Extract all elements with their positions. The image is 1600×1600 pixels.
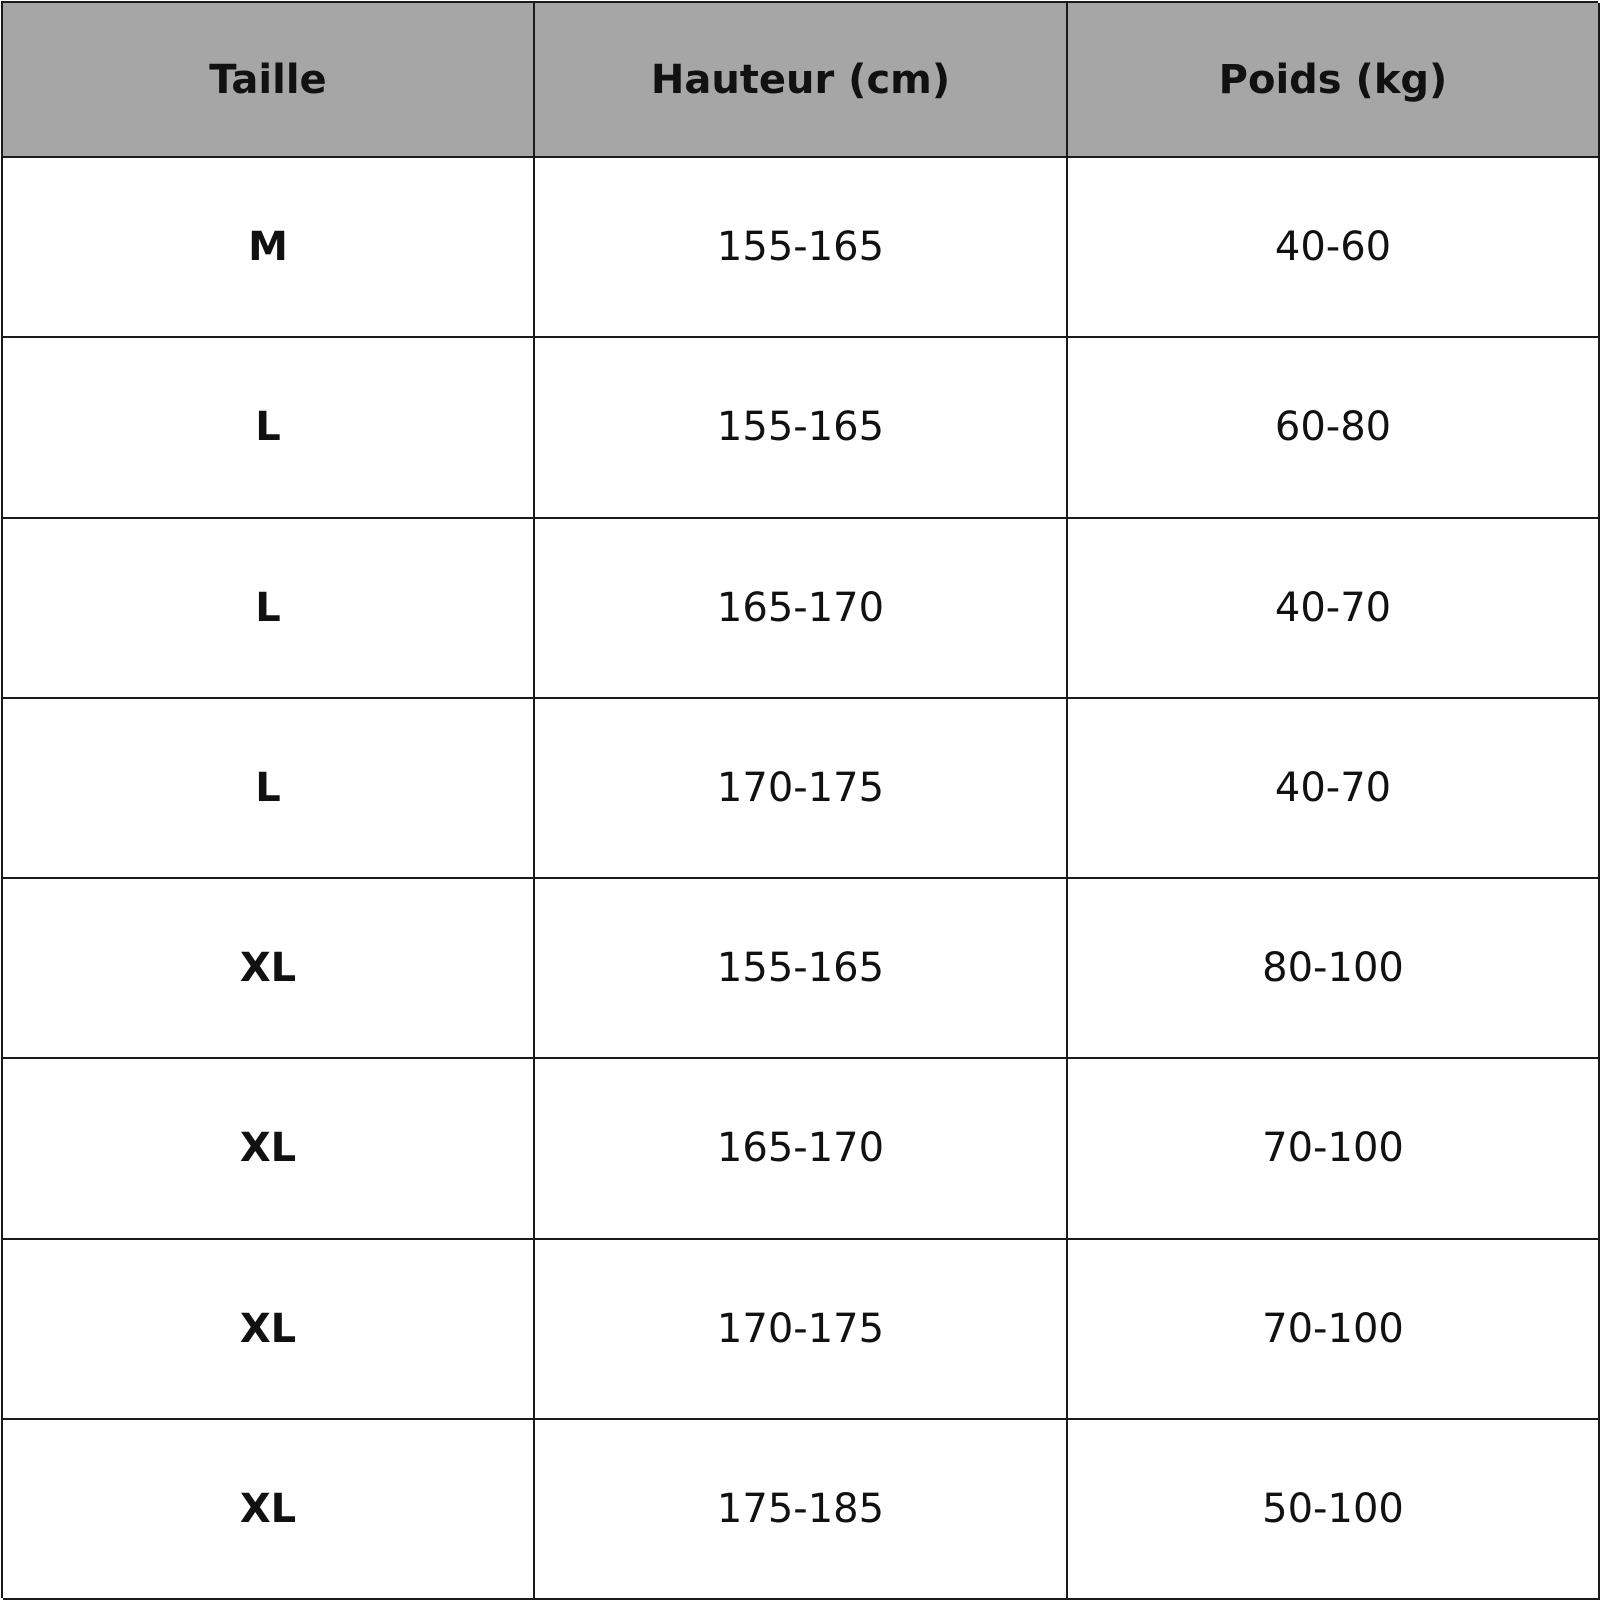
table-cell-height: 165-170	[535, 1059, 1068, 1239]
table-cell-weight: 80-100	[1068, 879, 1600, 1059]
table-cell-weight: 50-100	[1068, 1420, 1600, 1600]
table-cell-size: L	[3, 338, 535, 518]
table-cell-size: XL	[3, 1059, 535, 1239]
table-cell-size: XL	[3, 1420, 535, 1600]
table-cell-weight: 40-60	[1068, 158, 1600, 338]
table-cell-height: 170-175	[535, 699, 1068, 879]
header-taille: Taille	[3, 3, 535, 158]
table-cell-weight: 70-100	[1068, 1240, 1600, 1420]
table-cell-size: L	[3, 699, 535, 879]
table-cell-height: 155-165	[535, 158, 1068, 338]
table-cell-size: L	[3, 519, 535, 699]
table-cell-height: 170-175	[535, 1240, 1068, 1420]
table-cell-size: XL	[3, 879, 535, 1059]
table-cell-size: M	[3, 158, 535, 338]
header-poids: Poids (kg)	[1068, 3, 1600, 158]
size-chart-table	[1, 1, 1598, 1598]
table-cell-weight: 40-70	[1068, 519, 1600, 699]
header-hauteur: Hauteur (cm)	[535, 3, 1068, 158]
table-cell-height: 155-165	[535, 879, 1068, 1059]
table-cell-height: 165-170	[535, 519, 1068, 699]
table-cell-weight: 60-80	[1068, 338, 1600, 518]
table-cell-weight: 40-70	[1068, 699, 1600, 879]
table-cell-height: 155-165	[535, 338, 1068, 518]
table-cell-weight: 70-100	[1068, 1059, 1600, 1239]
table-cell-height: 175-185	[535, 1420, 1068, 1600]
table-cell-size: XL	[3, 1240, 535, 1420]
